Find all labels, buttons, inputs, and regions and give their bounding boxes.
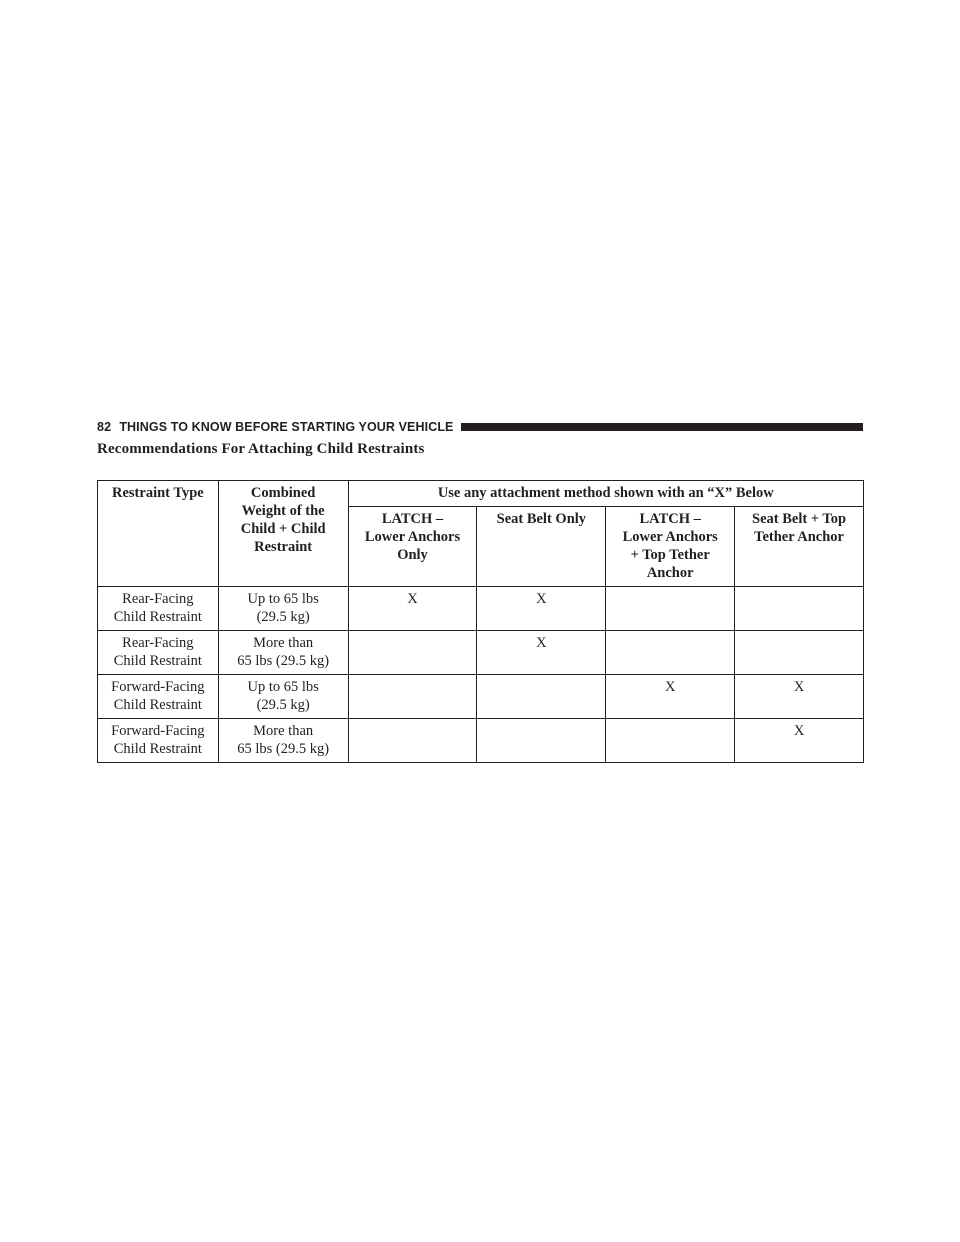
cell-mark (348, 675, 477, 719)
cell-mark (348, 631, 477, 675)
table-row (98, 587, 864, 631)
cell-mark (606, 719, 735, 763)
header-restraint-type: Restraint Type (98, 481, 219, 587)
header-attachment-methods: Use any attachment method shown with an “X” Below (348, 481, 863, 507)
header-combined-weight: Combined Weight of the Child + Child Restraint (218, 481, 348, 587)
header-title: THINGS TO KNOW BEFORE STARTING YOUR VEHICLE (119, 420, 454, 434)
header-method-latch-only: LATCH – Lower Anchors Only (348, 507, 477, 587)
header-method-seat-belt-only: Seat Belt Only (477, 507, 606, 587)
cell-mark (735, 587, 864, 631)
cell-mark (348, 719, 477, 763)
table-row (98, 631, 864, 675)
cell-mark (606, 587, 735, 631)
cell-mark: X (477, 587, 606, 631)
cell-weight: Up to 65 lbs (29.5 kg) (218, 675, 348, 719)
cell-mark: X (477, 631, 606, 675)
header-rule (461, 423, 864, 431)
cell-weight: More than 65 lbs (29.5 kg) (218, 719, 348, 763)
cell-mark (477, 675, 606, 719)
header-method-seat-belt-top-tether: Seat Belt + Top Tether Anchor (735, 507, 864, 587)
cell-restraint-type: Forward-Facing Child Restraint (98, 719, 219, 763)
cell-mark (606, 631, 735, 675)
cell-restraint-type: Rear-Facing Child Restraint (98, 587, 219, 631)
cell-weight: More than 65 lbs (29.5 kg) (218, 631, 348, 675)
cell-mark: X (735, 719, 864, 763)
cell-mark: X (348, 587, 477, 631)
cell-weight: Up to 65 lbs (29.5 kg) (218, 587, 348, 631)
cell-mark: X (606, 675, 735, 719)
cell-mark: X (735, 675, 864, 719)
cell-mark (477, 719, 606, 763)
section-title: Recommendations For Attaching Child Restraints (97, 441, 425, 457)
page-number: 82 (97, 420, 112, 434)
cell-restraint-type: Rear-Facing Child Restraint (98, 631, 219, 675)
page-header (97, 419, 863, 435)
header-method-latch-top-tether: LATCH – Lower Anchors + Top Tether Anchor (606, 507, 735, 587)
restraint-table (97, 480, 864, 763)
cell-mark (735, 631, 864, 675)
table-row (98, 719, 864, 763)
cell-restraint-type: Forward-Facing Child Restraint (98, 675, 219, 719)
table-row (98, 675, 864, 719)
